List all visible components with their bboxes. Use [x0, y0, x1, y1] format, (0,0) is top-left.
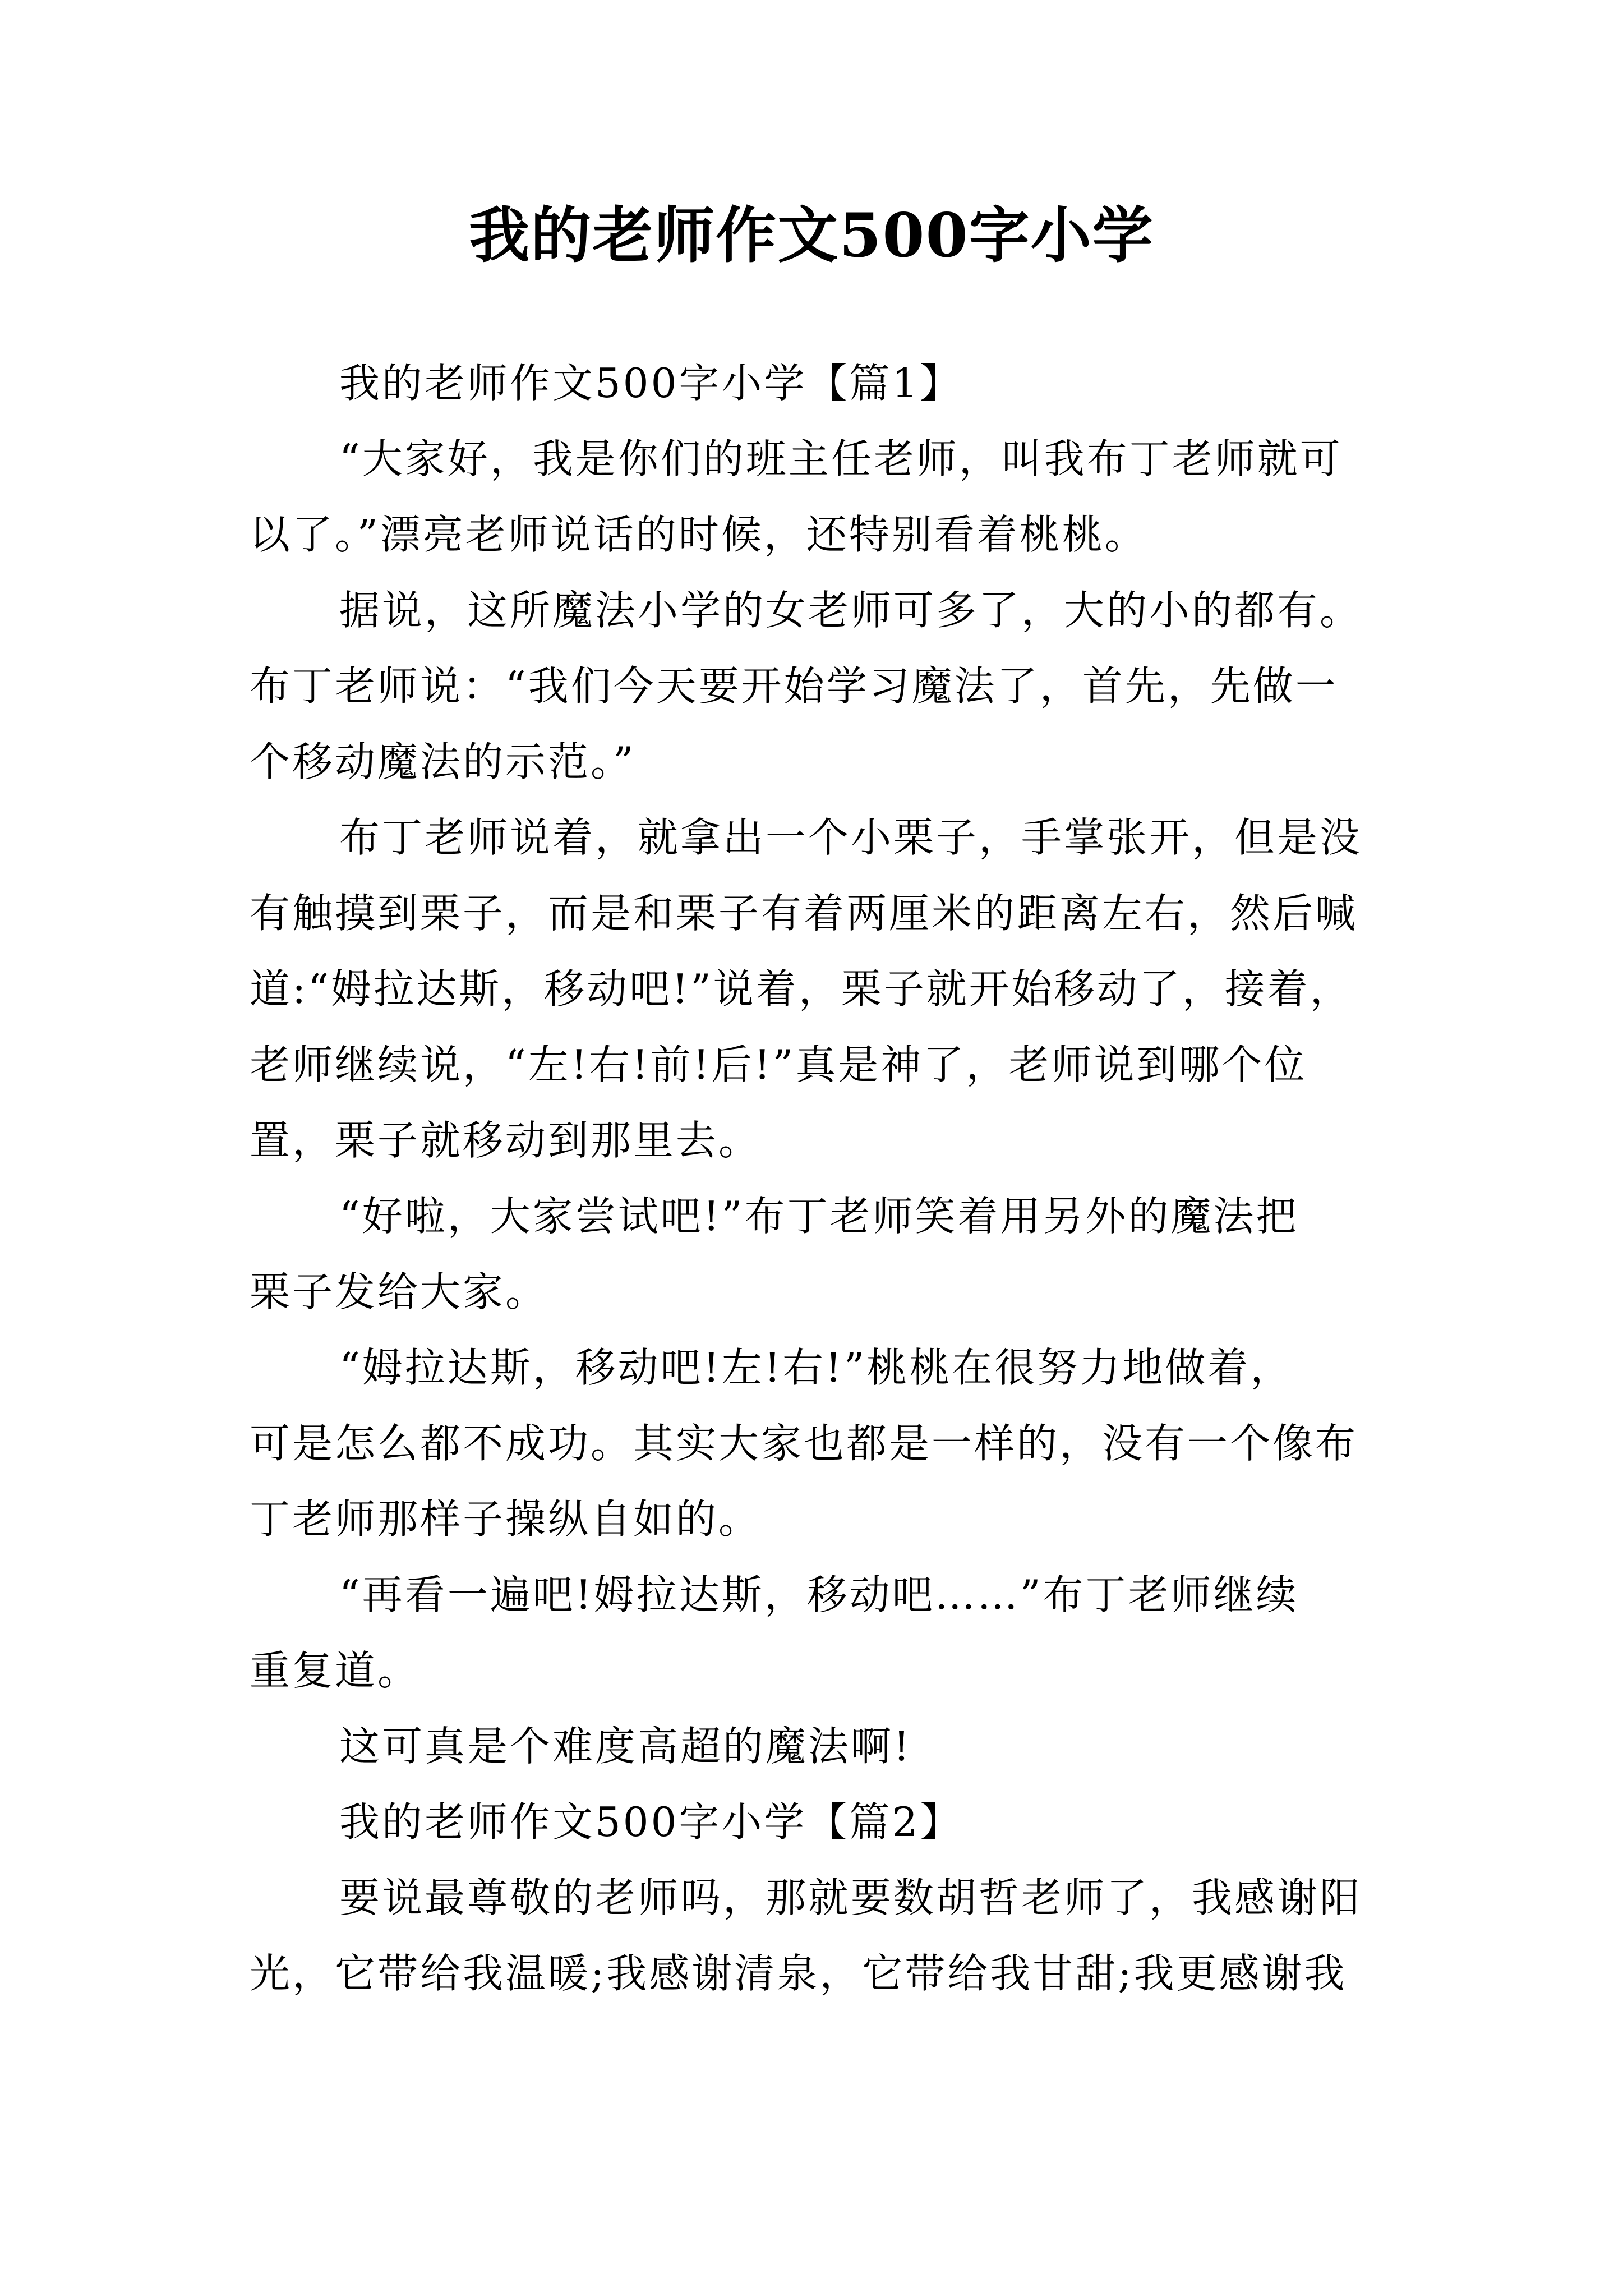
- paragraph-line: 布丁老师说：“我们今天要开始学习魔法了，首先，先做一: [250, 662, 1338, 710]
- paragraph-line: 重复道。: [250, 1647, 421, 1694]
- paragraph-line: 有触摸到栗子，而是和栗子有着两厘米的距离左右，然后喊: [250, 890, 1358, 937]
- paragraph-line: 丁老师那样子操纵自如的。: [250, 1496, 762, 1543]
- paragraph-line: 据说，这所魔法小学的女老师可多了，大的小的都有。: [339, 587, 1363, 634]
- paragraph-line: 要说最尊敬的老师吗，那就要数胡哲老师了，我感谢阳: [339, 1874, 1363, 1921]
- paragraph-line: 以了。”漂亮老师说话的时候，还特别看着桃桃。: [250, 511, 1147, 558]
- paragraph-line: “姆拉达斯，移动吧!左!右!”桃桃在很努力地做着，: [339, 1344, 1293, 1391]
- paragraph-line: 个移动魔法的示范。”: [250, 738, 636, 785]
- paragraph-line: 光，它带给我温暖;我感谢清泉，它带给我甘甜;我更感谢我: [250, 1950, 1347, 1997]
- paragraph-line: “大家好，我是你们的班主任老师，叫我布丁老师就可: [339, 435, 1343, 482]
- paragraph-line: 可是怎么都不成功。其实大家也都是一样的，没有一个像布: [250, 1420, 1358, 1467]
- paragraph-line: 置，栗子就移动到那里去。: [250, 1117, 762, 1164]
- paragraph-line: 栗子发给大家。: [250, 1268, 548, 1315]
- paragraph-line: “再看一遍吧!姆拉达斯，移动吧……”布丁老师继续: [339, 1571, 1299, 1618]
- section-heading: 我的老师作文500字小学【篇2】: [339, 1798, 963, 1846]
- paragraph-line: 布丁老师说着，就拿出一个小栗子，手掌张开，但是没: [339, 814, 1363, 861]
- document-body: [250, 346, 1388, 2012]
- paragraph-line: “好啦，大家尝试吧!”布丁老师笑着用另外的魔法把: [339, 1193, 1299, 1240]
- paragraph-line: 道:“姆拉达斯，移动吧!”说着，栗子就开始移动了，接着，: [250, 965, 1353, 1013]
- paragraph-line: 这可真是个难度高超的魔法啊!: [339, 1723, 912, 1770]
- document-title: 我的老师作文500字小学: [469, 200, 1154, 271]
- paragraph-line: 老师继续说，“左!右!前!后!”真是神了，老师说到哪个位: [250, 1041, 1307, 1088]
- section-heading: 我的老师作文500字小学【篇1】: [339, 360, 963, 407]
